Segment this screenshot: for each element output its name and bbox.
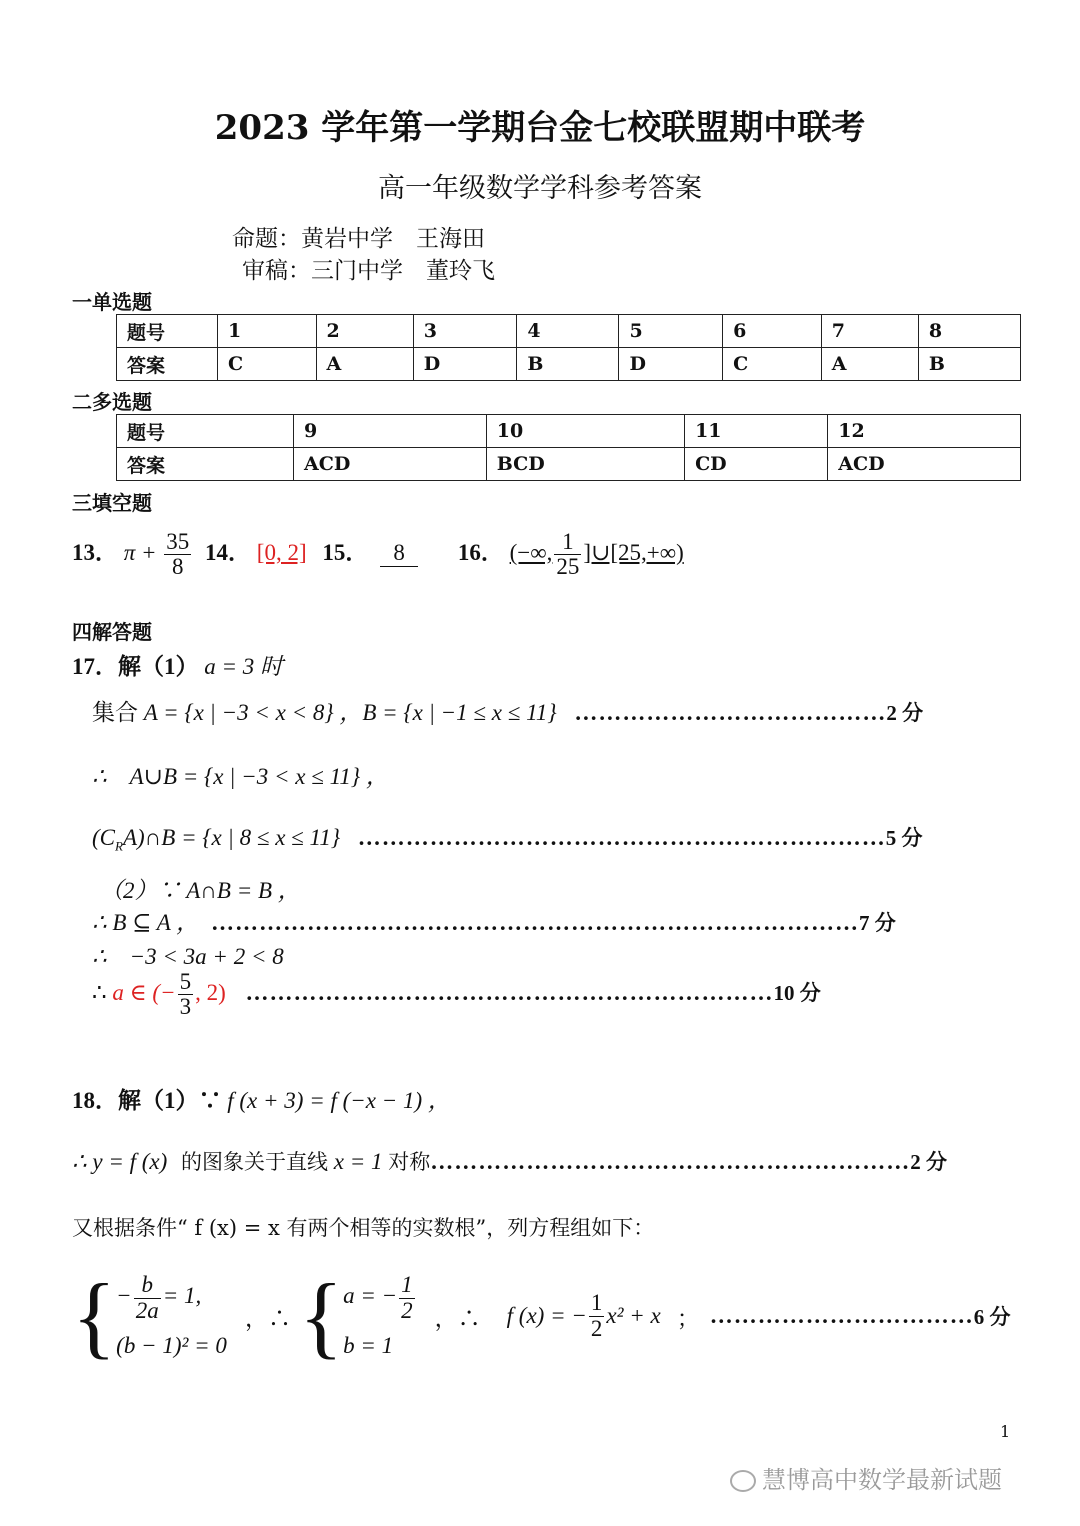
- q17-line3-subscript: R: [115, 838, 123, 854]
- q15-label: 15．: [322, 539, 369, 565]
- table-row: [117, 348, 1021, 381]
- q18-sep2: ，∴: [434, 1305, 481, 1331]
- row-label-question: 题号: [117, 315, 218, 348]
- q14-answer: [0, 2]: [256, 539, 307, 565]
- q16-left: (−∞,: [509, 539, 553, 565]
- q18-sep1: ，∴: [244, 1305, 291, 1331]
- table-cell: D: [413, 348, 517, 381]
- q18-line1-text: 的图象关于直线: [181, 1150, 329, 1174]
- q17-line3-dots: …………………………………………………………: [357, 825, 886, 850]
- q17-part2: （2）∵ A∩B = B ，: [100, 878, 301, 903]
- table-cell: 4: [517, 315, 619, 348]
- q17-line6-score: 10 分: [773, 980, 821, 1005]
- table-cell: A: [316, 348, 413, 381]
- q18-line1-dots: ……………………………………………………: [430, 1149, 911, 1174]
- q17-line4-dots: ………………………………………………………………………: [210, 910, 859, 935]
- q18-intro: [72, 1082, 451, 1115]
- q18-result-dots: ……………………………: [709, 1303, 974, 1328]
- q17-line4: [92, 904, 896, 937]
- q17-line6-math-a: a ∈ (−: [112, 979, 176, 1005]
- q18-sys2-denominator: 2: [401, 1297, 413, 1323]
- q17-line5: ∴ −3 < 3a + 2 < 8: [92, 944, 284, 969]
- table-cell: BCD: [486, 448, 684, 481]
- q17-line6-numerator: 5: [179, 969, 192, 994]
- section-heading-multiple-choice: 二多选题: [72, 390, 152, 414]
- row-label-answer: 答案: [117, 448, 294, 481]
- table-row: [117, 448, 1021, 481]
- reviewer-line: 审稿：三门中学 董玲飞: [242, 258, 495, 284]
- section-heading-single-choice: 一单选题: [72, 290, 152, 314]
- table-cell: ACD: [294, 448, 487, 481]
- q17-line6-prefix: ∴: [92, 979, 107, 1005]
- table-cell: 9: [294, 415, 487, 448]
- q13-fraction: [164, 530, 191, 579]
- q17-intro-math: a = 3 时: [204, 654, 284, 679]
- q18-result-score: 6 分: [973, 1305, 1011, 1329]
- q16-answer: [509, 529, 684, 580]
- q17-line3: [92, 822, 923, 855]
- table-cell: 5: [619, 315, 723, 348]
- row-label-question: 题号: [117, 415, 294, 448]
- page-number: 1: [1000, 1422, 1011, 1441]
- q16-label: 16．: [457, 539, 504, 565]
- q18-sys2-line1-a: a = −: [343, 1283, 398, 1309]
- q16-denominator: 25: [556, 554, 580, 580]
- row-label-answer: 答案: [117, 348, 218, 381]
- q18-systems: [72, 1265, 1011, 1367]
- q18-line1: [72, 1146, 947, 1176]
- table-cell: 10: [486, 415, 684, 448]
- q18-sys1-fraction: [134, 1273, 161, 1322]
- q17-line1-dots: …………………………………: [574, 700, 887, 725]
- page-subtitle: 高一年级数学学科参考答案: [378, 173, 702, 204]
- q17-label: 17．解（1）: [72, 654, 199, 679]
- q17-line1: [92, 694, 923, 727]
- single-choice-answer-table: [116, 314, 1021, 381]
- q18-result-numerator: 1: [590, 1290, 603, 1316]
- q18-system1: [116, 1273, 227, 1358]
- q18-result-fraction: [589, 1291, 605, 1340]
- table-cell: 7: [821, 315, 918, 348]
- q16-fraction: [554, 530, 581, 579]
- q18-line1-math: ∴ y = f (x): [72, 1149, 168, 1174]
- table-cell: 2: [316, 315, 413, 348]
- q17-intro: [72, 648, 283, 681]
- q18-sys1-line2: (b − 1)² = 0: [116, 1332, 227, 1358]
- q18-intro-math: f (x + 3) = f (−x − 1) ，: [227, 1088, 451, 1113]
- watermark-text: 慧博高中数学最新试题: [762, 1466, 1002, 1494]
- q15-answer: 8: [380, 540, 418, 567]
- table-cell: C: [218, 348, 317, 381]
- q18-line1-score: 2 分: [910, 1150, 948, 1174]
- q17-line3-rest: A)∩B = {x | 8 ≤ x ≤ 11}: [122, 825, 341, 850]
- brace-glyph: {: [72, 1265, 117, 1367]
- page-title: 2023 学年第一学期台金七校联盟期中联考: [214, 108, 866, 148]
- q17-line1-score: 2 分: [886, 701, 924, 725]
- q18-sys1-denominator: 2a: [135, 1297, 159, 1323]
- q17-line4-score: 7 分: [858, 911, 896, 935]
- wechat-icon: [730, 1470, 756, 1492]
- q18-sys2-fraction: [399, 1273, 415, 1322]
- q16-numerator: 1: [554, 530, 581, 555]
- q17-line3-score: 5 分: [885, 826, 923, 850]
- table-cell: B: [517, 348, 619, 381]
- watermark: [730, 1460, 1002, 1495]
- q18-sys1-prefix: −: [116, 1283, 132, 1309]
- q17-line6-denominator: 3: [179, 994, 192, 1020]
- q18-result-a: f (x) = −: [506, 1303, 587, 1328]
- q17-line6-fraction: [178, 970, 194, 1019]
- q13-label: 13．: [72, 539, 118, 565]
- table-cell: 8: [918, 315, 1020, 348]
- q13-denominator: 8: [172, 554, 184, 580]
- q17-line6: [92, 970, 821, 1019]
- q18-sys2-line2: b = 1: [343, 1332, 394, 1358]
- table-cell: 11: [685, 415, 828, 448]
- table-cell: CD: [685, 448, 828, 481]
- q17-line1-math: A = {x | −3 < x < 8} ，B = {x | −1 ≤ x ≤ 11}: [143, 700, 557, 725]
- q17-line6-math-b: , 2): [195, 979, 226, 1005]
- q18-sys2-line1: [343, 1273, 417, 1322]
- fill-in-answers: [72, 530, 684, 579]
- q18-system2: [343, 1273, 417, 1358]
- multiple-choice-answer-table: [116, 414, 1021, 481]
- brace-glyph: {: [298, 1265, 344, 1367]
- q17-line6-dots: …………………………………………………………: [245, 979, 774, 1005]
- q17-line3-math: (C: [92, 825, 115, 850]
- q17-line2: ∴ A∪B = {x | −3 < x ≤ 11} ，: [92, 764, 389, 789]
- table-cell: 1: [218, 315, 317, 348]
- table-row: [117, 415, 1021, 448]
- q18-result-sep: ；: [676, 1305, 700, 1331]
- q16-right: ]∪[25,+∞): [583, 539, 684, 565]
- q17-line4-math: ∴ B ⊆ A ，: [92, 910, 200, 935]
- q18-sys1-line1: [116, 1273, 227, 1322]
- table-row: [117, 315, 1021, 348]
- table-cell: D: [619, 348, 723, 381]
- q13-pi: π +: [123, 539, 157, 565]
- table-cell: B: [918, 348, 1020, 381]
- author-line: 命题：黄岩中学 王海田: [232, 226, 485, 252]
- q18-sys2-numerator: 1: [401, 1272, 413, 1298]
- q18-sys1-suffix: = 1,: [162, 1283, 202, 1309]
- q14-label: 14．: [205, 539, 252, 565]
- q18-sys1-numerator: b: [134, 1273, 161, 1298]
- table-cell: 3: [413, 315, 517, 348]
- q18-result-b: x² + x: [606, 1303, 661, 1328]
- q13-numerator: 35: [166, 529, 190, 554]
- q17-line1-label: 集合: [92, 700, 138, 725]
- q18-line1-text2: 对称: [388, 1150, 431, 1174]
- table-cell: C: [723, 348, 822, 381]
- table-cell: 12: [828, 415, 1021, 448]
- q18-result-denominator: 2: [590, 1315, 603, 1341]
- table-cell: ACD: [828, 448, 1021, 481]
- q18-line2: 又根据条件“ f (x) = x 有两个相等的实数根”，列方程组如下：: [72, 1216, 655, 1240]
- section-heading-fill-in: 三填空题: [72, 491, 152, 515]
- q18-line1-math2: x = 1: [333, 1149, 383, 1174]
- table-cell: 6: [723, 315, 822, 348]
- q18-label: 18．解（1）∵: [72, 1088, 222, 1113]
- section-heading-solutions: 四解答题: [72, 620, 152, 644]
- table-cell: A: [821, 348, 918, 381]
